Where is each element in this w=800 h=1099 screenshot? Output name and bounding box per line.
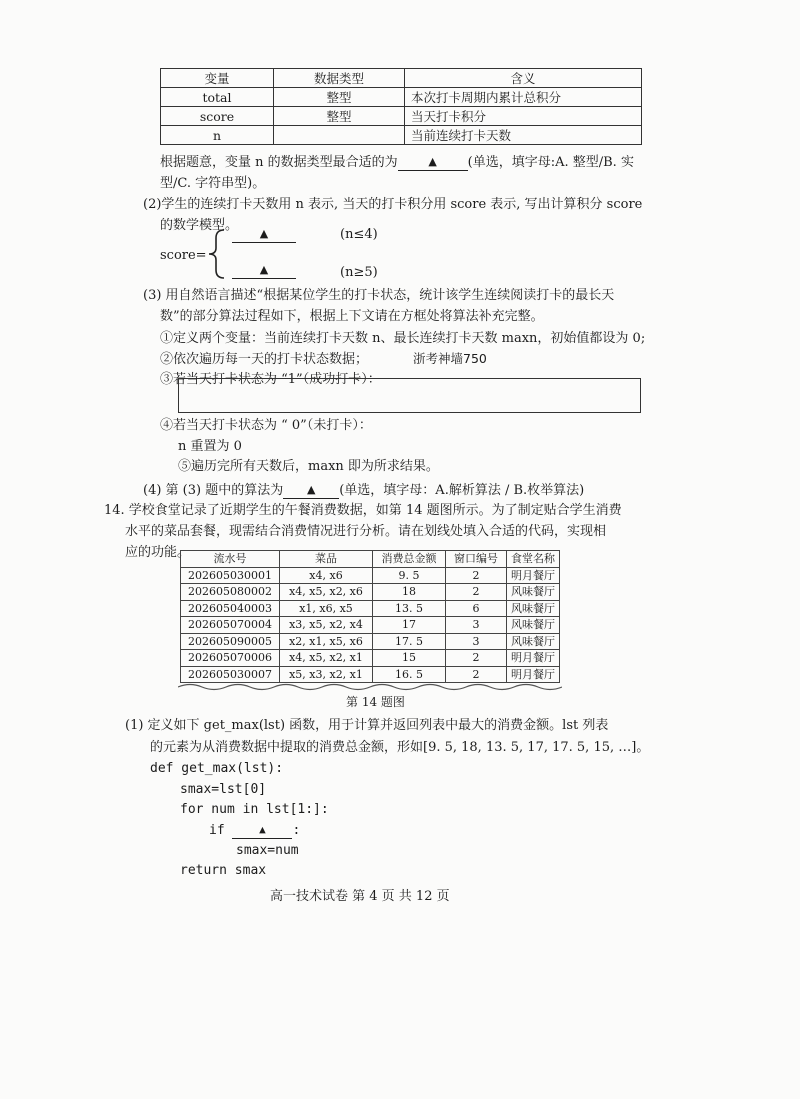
table-cell: x3, x5, x2, x4 <box>280 617 373 634</box>
table-cell: 风味餐厅 <box>507 600 560 617</box>
triangle-marker: ▲ <box>259 263 269 276</box>
table-cell: total <box>161 88 274 107</box>
table-cell: 202605070006 <box>181 650 280 667</box>
code-assign: smax=num <box>236 843 299 858</box>
answer-blank[interactable] <box>232 822 292 839</box>
variable-table <box>160 68 642 145</box>
torn-edge-icon <box>178 682 562 692</box>
table-cell: 明月餐厅 <box>507 567 560 584</box>
q14-line1: 14. 学校食堂记录了近期学生的午餐消费数据，如第 14 题图所示。为了制定贴合学生消费 <box>104 503 622 518</box>
table-cell: 6 <box>446 600 507 617</box>
header-cell: 窗口编号 <box>446 551 507 568</box>
table-cell: x4, x5, x2, x1 <box>280 650 373 667</box>
left-brace-icon <box>204 228 230 280</box>
table-cell: 当天打卡积分 <box>405 107 642 126</box>
q2-line1: (2)学生的连续打卡天数用 n 表示, 当天的打卡积分用 score 表示, 写出计算积分 score <box>143 197 643 212</box>
table-row <box>181 666 560 683</box>
q1-text: 根据题意，变量 n 的数据类型最合适的为 <box>160 155 398 170</box>
table-cell: 明月餐厅 <box>507 650 560 667</box>
table-cell: 本次打卡周期内累计总积分 <box>405 88 642 107</box>
table-cell: 16. 5 <box>373 666 446 683</box>
table-header-row <box>181 551 560 568</box>
table-cell: 整型 <box>274 107 405 126</box>
watermark: 浙考神墙750 <box>413 351 487 366</box>
table-cell: 当前连续打卡天数 <box>405 126 642 145</box>
step-1: ①定义两个变量：当前连续打卡天数 n、最长连续打卡天数 maxn，初始值都设为 0; <box>160 331 646 346</box>
table-row <box>181 633 560 650</box>
condition-2: (n≥5) <box>340 265 378 280</box>
table-row <box>161 126 642 145</box>
table-cell: 13. 5 <box>373 600 446 617</box>
table-cell: 3 <box>446 633 507 650</box>
triangle-marker: ▲ <box>428 155 437 168</box>
table-cell: 202605070004 <box>181 617 280 634</box>
table-cell: 2 <box>446 666 507 683</box>
table-cell: 明月餐厅 <box>507 666 560 683</box>
table-row <box>181 584 560 601</box>
table-cell: 3 <box>446 617 507 634</box>
table-cell: 风味餐厅 <box>507 633 560 650</box>
table-cell: x5, x3, x2, x1 <box>280 666 373 683</box>
table-cell: 202605030001 <box>181 567 280 584</box>
q1-line1 <box>160 154 634 171</box>
table-row <box>181 567 560 584</box>
header-cell: 流水号 <box>181 551 280 568</box>
score-case-2 <box>232 262 296 279</box>
table-cell: 2 <box>446 567 507 584</box>
table-cell: x1, x6, x5 <box>280 600 373 617</box>
table-cell: 17 <box>373 617 446 634</box>
table-cell: 2 <box>446 650 507 667</box>
answer-box[interactable] <box>178 378 641 413</box>
q14-1-line2: 的元素为从消费数据中提取的消费总金额，形如[9. 5, 18, 13. 5, 17, 17. 5, 15, …]。 <box>150 740 650 755</box>
score-case-1 <box>232 226 296 243</box>
table-cell: 202605040003 <box>181 600 280 617</box>
code-colon: : <box>292 823 301 838</box>
table-cell: x4, x5, x2, x6 <box>280 584 373 601</box>
table-cell: 17. 5 <box>373 633 446 650</box>
q3-line2: 数”的部分算法过程如下，根据上下文请在方框处将算法补充完整。 <box>160 309 544 324</box>
code-keyword: if <box>209 823 225 838</box>
table-cell: 风味餐厅 <box>507 584 560 601</box>
table-cell: 风味餐厅 <box>507 617 560 634</box>
q14-1-line1: (1) 定义如下 get_max(lst) 函数，用于计算并返回列表中最大的消费金额。lst 列表 <box>125 718 609 733</box>
table-row <box>181 650 560 667</box>
q1-line2: 型/C. 字符串型)。 <box>160 176 266 191</box>
code-if <box>209 822 300 839</box>
table-row <box>181 617 560 634</box>
q4-text: (4) 第 (3) 题中的算法为 <box>143 483 284 498</box>
step-5: ⑤遍历完所有天数后，maxn 即为所求结果。 <box>178 459 439 474</box>
code-return: return smax <box>180 863 267 878</box>
table-cell <box>274 126 405 145</box>
condition-1: (n≤4) <box>340 227 378 242</box>
table-cell: 202605080002 <box>181 584 280 601</box>
triangle-marker: ▲ <box>307 483 316 496</box>
header-cell: 食堂名称 <box>507 551 560 568</box>
figure-caption: 第 14 题图 <box>346 695 405 709</box>
consumption-table <box>180 550 560 683</box>
table-cell: 整型 <box>274 88 405 107</box>
code-init: smax=lst[0] <box>180 782 267 797</box>
table-cell: 2 <box>446 584 507 601</box>
q1-text: (单选，填字母:A. 整型/B. 实 <box>467 155 634 170</box>
q3-line1: (3) 用自然语言描述“根据某位学生的打卡状态，统计该学生连续阅读打卡的最长天 <box>143 288 615 303</box>
table-row <box>181 600 560 617</box>
table-cell: 202605030007 <box>181 666 280 683</box>
q4-text: (单选，填字母：A.解析算法 / B.枚举算法) <box>339 483 585 498</box>
q14-line3: 应的功能。 <box>125 545 191 560</box>
header-cell: 变量 <box>161 69 274 88</box>
triangle-marker: ▲ <box>259 823 266 836</box>
header-cell: 菜品 <box>280 551 373 568</box>
table-cell: 18 <box>373 584 446 601</box>
table-cell: score <box>161 107 274 126</box>
answer-blank[interactable] <box>283 482 339 499</box>
step-3: ③若当天打卡状态为 “1”（成功打卡）： <box>160 372 381 387</box>
table-cell: 9. 5 <box>373 567 446 584</box>
answer-blank[interactable] <box>398 154 468 171</box>
page-footer: 高一技术试卷 第 4 页 共 12 页 <box>270 889 450 904</box>
code-def: def get_max(lst): <box>150 761 284 776</box>
triangle-marker: ▲ <box>259 227 269 240</box>
code-for: for num in lst[1:]: <box>180 802 329 817</box>
answer-blank[interactable] <box>232 262 296 279</box>
table-cell: x4, x6 <box>280 567 373 584</box>
score-label: score= <box>160 248 207 263</box>
table-cell: n <box>161 126 274 145</box>
table-row <box>161 107 642 126</box>
table-cell: 15 <box>373 650 446 667</box>
header-cell: 数据类型 <box>274 69 405 88</box>
table-cell: 202605090005 <box>181 633 280 650</box>
step-4: ④若当天打卡状态为 “ 0”（未打卡）： <box>160 418 372 433</box>
step-2: ②依次遍历每一天的打卡状态数据； <box>160 352 369 367</box>
header-cell: 消费总金额 <box>373 551 446 568</box>
q14-line2: 水平的菜品套餐，现需结合消费情况进行分析。请在划线处填入合适的代码，实现相 <box>125 524 607 539</box>
table-header-row <box>161 69 642 88</box>
header-cell: 含义 <box>405 69 642 88</box>
table-cell: x2, x1, x5, x6 <box>280 633 373 650</box>
q4-line <box>143 482 584 499</box>
table-row <box>161 88 642 107</box>
answer-blank[interactable] <box>232 226 296 243</box>
step-4-sub: n 重置为 0 <box>178 439 242 454</box>
q2-line2: 的数学模型。 <box>160 218 239 233</box>
